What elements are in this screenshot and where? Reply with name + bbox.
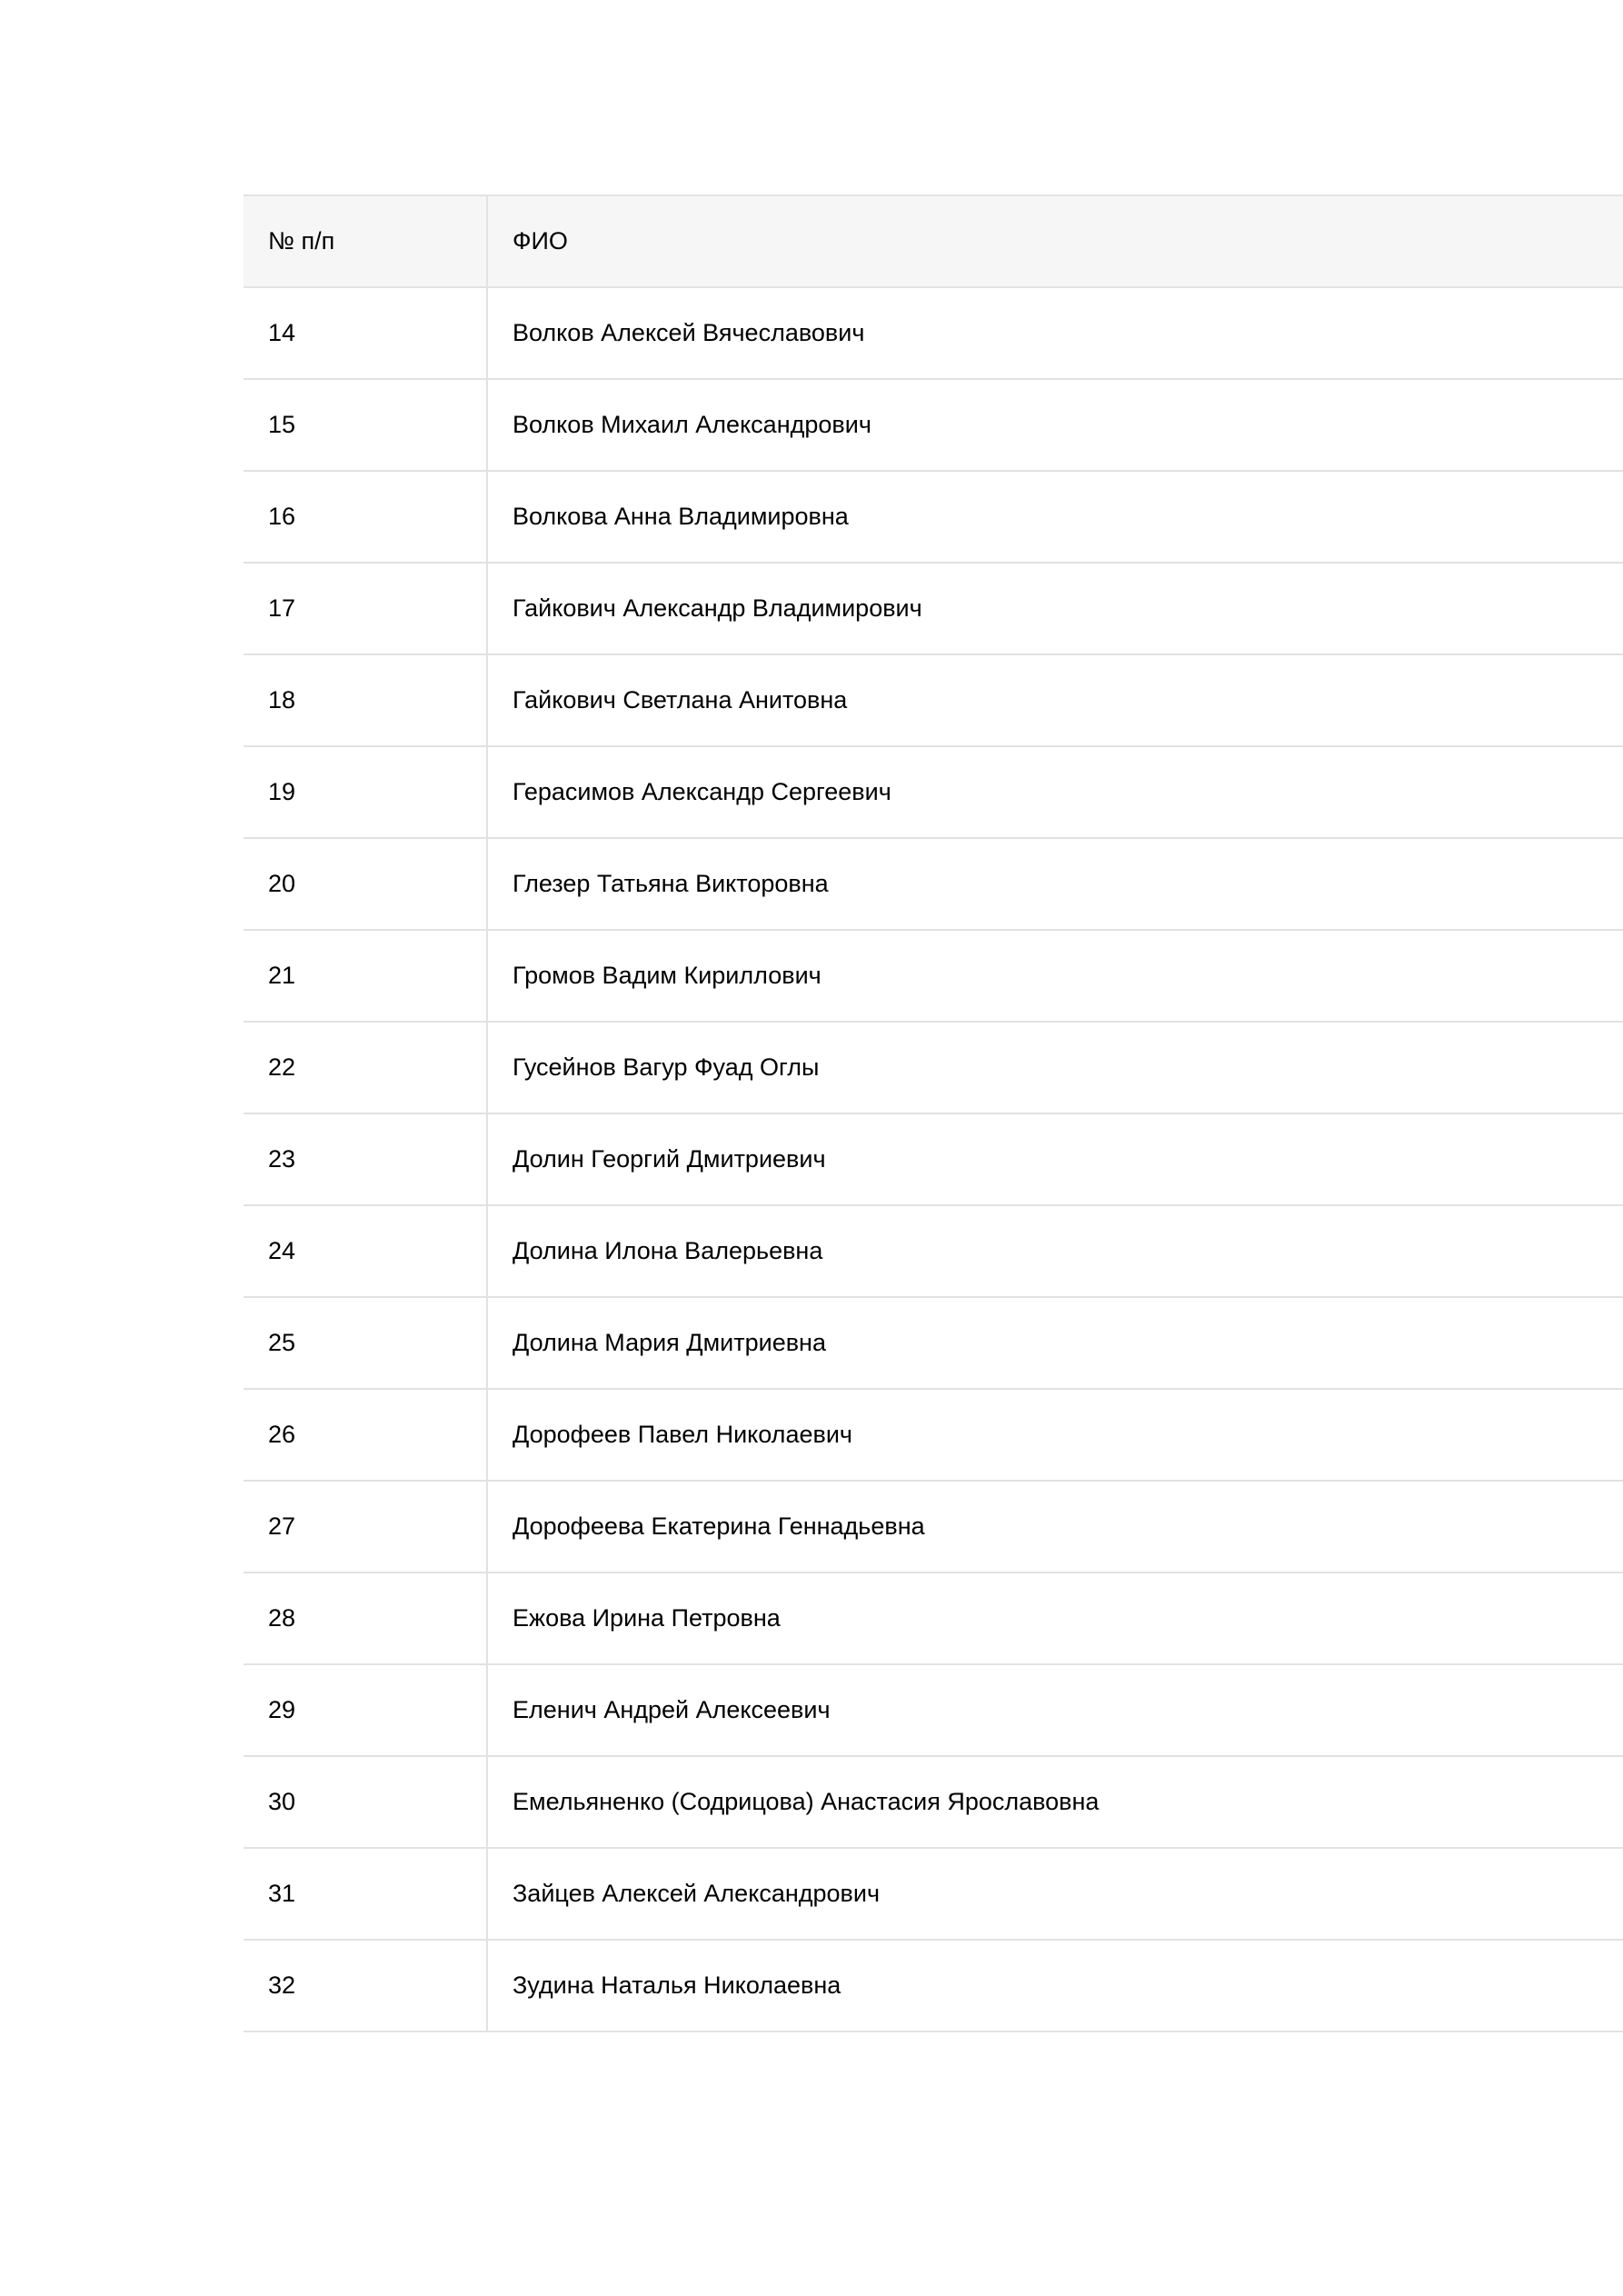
row-full-name: Волков Михаил Александрович [487,379,1623,471]
row-full-name: Дорофеев Павел Николаевич [487,1389,1623,1481]
table-row [244,930,1623,1022]
table-row [244,1572,1623,1664]
row-number: 15 [244,379,487,471]
row-number: 14 [244,287,487,379]
row-number: 30 [244,1756,487,1848]
table-row [244,471,1623,563]
row-full-name: Герасимов Александр Сергеевич [487,746,1623,838]
row-full-name: Зудина Наталья Николаевна [487,1940,1623,2031]
row-number: 23 [244,1113,487,1205]
table-row [244,1664,1623,1756]
table-row [244,746,1623,838]
table-row [244,1297,1623,1389]
header-name: ФИО [487,195,1623,287]
row-number: 18 [244,654,487,746]
row-number: 21 [244,930,487,1022]
row-number: 27 [244,1481,487,1572]
row-full-name: Дорофеева Екатерина Геннадьевна [487,1481,1623,1572]
row-full-name: Волков Алексей Вячеславович [487,287,1623,379]
table-body [244,287,1623,2031]
table-row [244,1848,1623,1940]
header-number: № п/п [244,195,487,287]
row-number: 28 [244,1572,487,1664]
table-row [244,563,1623,654]
row-full-name: Долина Мария Дмитриевна [487,1297,1623,1389]
row-number: 24 [244,1205,487,1297]
row-number: 17 [244,563,487,654]
row-full-name: Гайкович Светлана Анитовна [487,654,1623,746]
table-row [244,287,1623,379]
row-number: 31 [244,1848,487,1940]
row-full-name: Долина Илона Валерьевна [487,1205,1623,1297]
row-full-name: Гайкович Александр Владимирович [487,563,1623,654]
row-number: 29 [244,1664,487,1756]
row-number: 19 [244,746,487,838]
table-row [244,654,1623,746]
table-row [244,1113,1623,1205]
table-row [244,1205,1623,1297]
persons-table [244,195,1623,2032]
row-number: 20 [244,838,487,930]
document-page [244,195,1623,2032]
row-full-name: Громов Вадим Кириллович [487,930,1623,1022]
table-row [244,379,1623,471]
table-row [244,1940,1623,2031]
row-full-name: Зайцев Алексей Александрович [487,1848,1623,1940]
row-full-name: Ежова Ирина Петровна [487,1572,1623,1664]
table-row [244,838,1623,930]
row-number: 22 [244,1022,487,1113]
row-full-name: Еленич Андрей Алексеевич [487,1664,1623,1756]
table-row [244,1481,1623,1572]
row-full-name: Глезер Татьяна Викторовна [487,838,1623,930]
row-number: 25 [244,1297,487,1389]
row-number: 16 [244,471,487,563]
table-row [244,1022,1623,1113]
row-full-name: Волкова Анна Владимировна [487,471,1623,563]
row-full-name: Гусейнов Вагур Фуад Оглы [487,1022,1623,1113]
row-full-name: Долин Георгий Дмитриевич [487,1113,1623,1205]
table-row [244,1389,1623,1481]
row-number: 32 [244,1940,487,2031]
row-full-name: Емельяненко (Содрицова) Анастасия Ярославовна [487,1756,1623,1848]
table-header-row [244,195,1623,287]
table-row [244,1756,1623,1848]
row-number: 26 [244,1389,487,1481]
